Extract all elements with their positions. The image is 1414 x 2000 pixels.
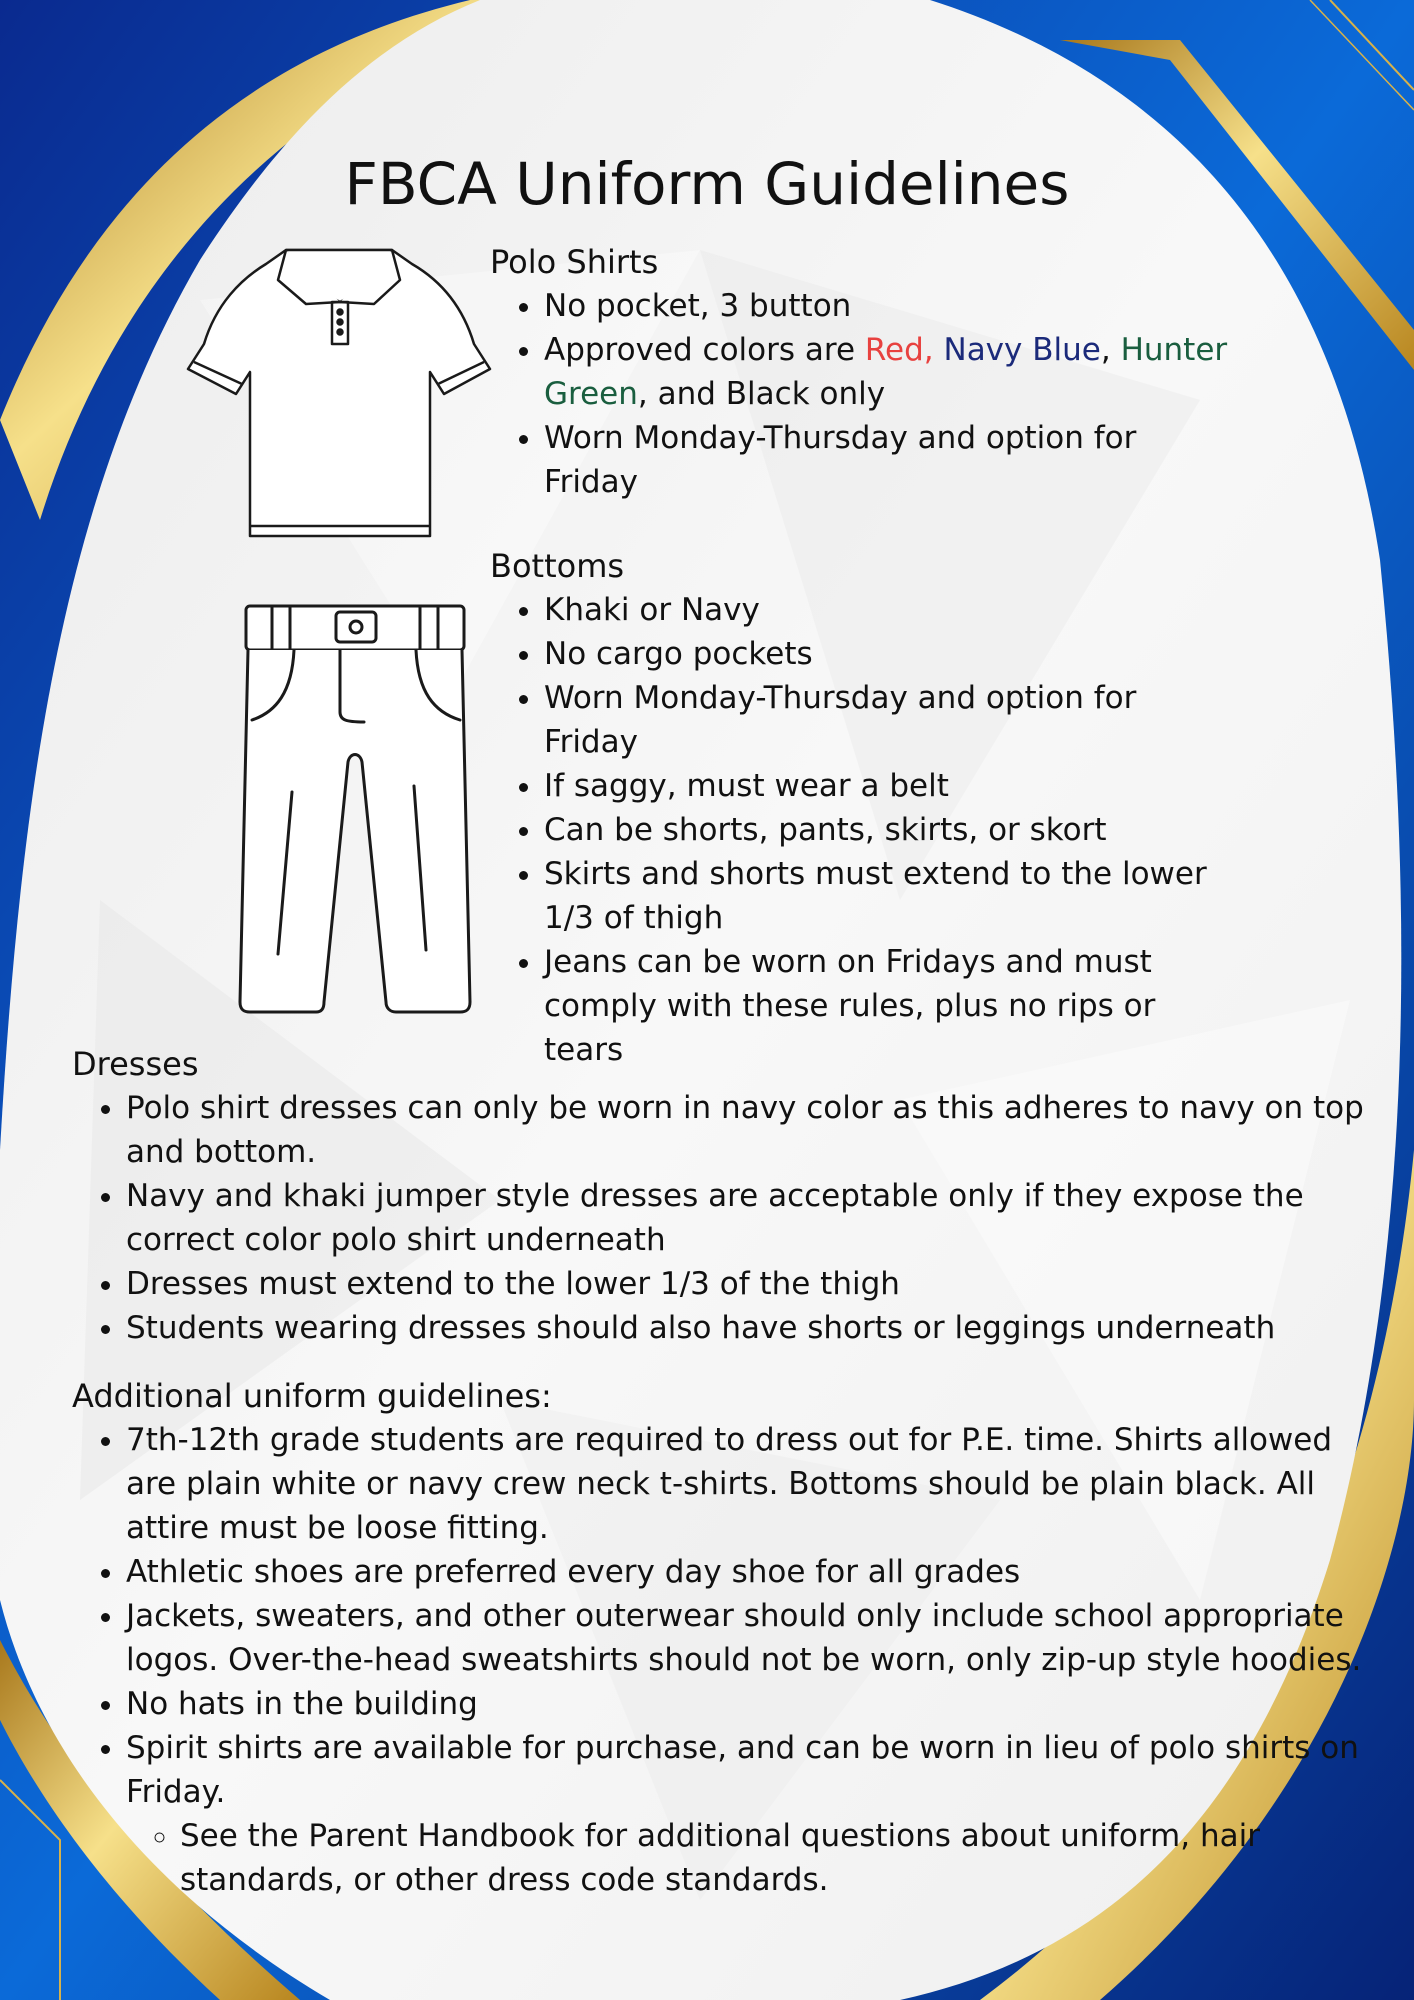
list-item: • 7th-12th grade students are required to dress out for P.E. time. Shirts allowed are plain white or navy crew neck t-shirts. Bottoms should be plain black. All attire must be loose fitting. — [126, 1418, 1386, 1550]
polo-section — [490, 240, 1290, 504]
list-item: • Worn Monday-Thursday and option for Friday — [544, 676, 1184, 764]
list-item: • No pocket, 3 button — [544, 284, 1264, 328]
additional-section — [72, 1374, 1362, 1902]
list-item: • Can be shorts, pants, skirts, or skort — [544, 808, 1224, 852]
colors-suffix: , and Black only — [637, 376, 886, 412]
list-item: • Worn Monday-Thursday and option for Friday — [544, 416, 1184, 504]
polo-list — [490, 284, 1264, 504]
color-navy-blue: Navy Blue — [943, 332, 1101, 368]
list-item: • Polo shirt dresses can only be worn in navy color as this adheres to navy on top and bottom. — [126, 1086, 1366, 1174]
list-item: • Navy and khaki jumper style dresses are acceptable only if they expose the correct color polo shirt underneath — [126, 1174, 1366, 1262]
dresses-section — [72, 1042, 1364, 1350]
colors-comma: , — [1100, 332, 1111, 368]
color-hunter-green: Hunter Green — [544, 332, 1228, 412]
color-red: Red, — [864, 332, 934, 368]
additional-sublist — [126, 1814, 1280, 1902]
page-title: FBCA Uniform Guidelines — [344, 150, 1070, 218]
bottoms-heading: Bottoms — [490, 547, 625, 585]
list-item: • Skirts and shorts must extend to the lower 1/3 of thigh — [544, 852, 1224, 940]
list-item: ◦ See the Parent Handbook for additional questions about uniform, hair standards, or other dress code standards. — [180, 1814, 1280, 1902]
bottoms-list — [490, 588, 1224, 1072]
list-item — [126, 1726, 1386, 1902]
list-item: • Dresses must extend to the lower 1/3 of the thigh — [126, 1262, 1366, 1306]
list-item: • Jackets, sweaters, and other outerwear should only include school appropriate logos. Over-the-head sweatshirts should not be worn, only zip-up style hoodies. — [126, 1594, 1386, 1682]
list-item: • Khaki or Navy — [544, 588, 1224, 632]
additional-list — [72, 1418, 1386, 1902]
polo-heading: Polo Shirts — [490, 243, 659, 281]
list-item — [544, 328, 1264, 416]
spirit-shirts-text: Spirit shirts are available for purchase, and can be worn in lieu of polo shirts on Friday. — [126, 1730, 1359, 1810]
list-item: • No hats in the building — [126, 1682, 1386, 1726]
polo-shirt-icon — [186, 244, 492, 549]
list-item: • Athletic shoes are preferred every day shoe for all grades — [126, 1550, 1386, 1594]
pants-icon — [236, 602, 476, 1014]
list-item: • Jeans can be worn on Fridays and must comply with these rules, plus no rips or tears — [544, 940, 1184, 1072]
list-item: • Students wearing dresses should also have shorts or leggings underneath — [126, 1306, 1366, 1350]
bottoms-section — [490, 544, 1290, 1072]
dresses-list — [72, 1086, 1366, 1350]
list-item: • If saggy, must wear a belt — [544, 764, 1224, 808]
colors-prefix: Approved colors are — [544, 332, 865, 368]
dresses-heading: Dresses — [72, 1045, 199, 1083]
list-item: • No cargo pockets — [544, 632, 1224, 676]
additional-heading: Additional uniform guidelines: — [72, 1377, 552, 1415]
